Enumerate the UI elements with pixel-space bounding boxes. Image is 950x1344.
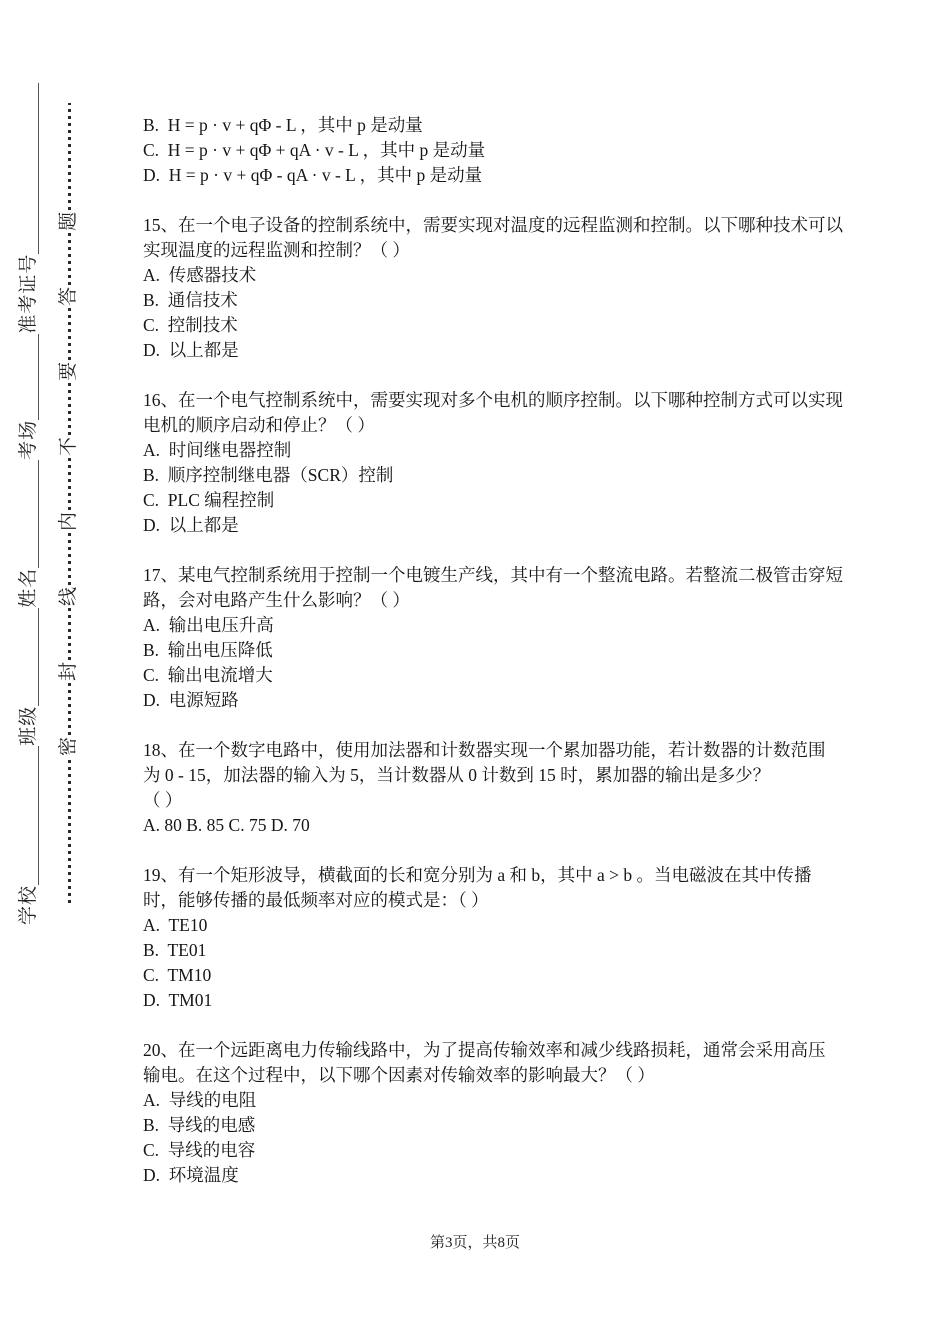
option-line-b: B. 顺序控制继电器（SCR）控制 <box>143 465 394 485</box>
seal-dotted-line <box>56 103 82 903</box>
question-text-line: 17、某电气控制系统用于控制一个电镀生产线，其中有一个整流电路。若整流二极管击穿短 <box>143 565 843 585</box>
option-line-d: D. H = p · v + qΦ - qA · v - L ，其中 p 是动量 <box>143 165 483 185</box>
question-text-line: 15、在一个电子设备的控制系统中，需要实现对温度的远程监测和控制。以下哪种技术可以 <box>143 215 843 235</box>
question-15 <box>143 213 843 363</box>
option-line-a: A. 输出电压升高 <box>143 615 274 635</box>
seal-char: 答 <box>58 286 79 306</box>
exam-room-blank-line <box>16 334 39 420</box>
question-text-line: 20、在一个远距离电力传输线路中，为了提高传输效率和减少线路损耗，通常会采用高压 <box>143 1040 826 1060</box>
seal-dots-segment <box>68 533 71 585</box>
question-20 <box>143 1038 843 1188</box>
class-blank-line <box>16 608 39 706</box>
seal-dots-segment <box>68 608 71 660</box>
seal-char: 线 <box>58 586 79 606</box>
seal-dots-segment <box>68 233 71 285</box>
option-line-b: B. TE01 <box>143 940 207 960</box>
exam-page-content <box>143 113 843 1188</box>
option-line-d: D. 电源短路 <box>143 690 239 710</box>
question-16 <box>143 388 843 538</box>
question-text-line: 为 0 - 15，加法器的输入为 5，当计数器从 0 计数到 15 时，累加器的输出是多少？ <box>143 765 771 785</box>
exam-room-label: 考场 <box>18 419 39 460</box>
question-14-options <box>143 113 843 188</box>
seal-char: 内 <box>58 511 79 531</box>
option-line-c: C. PLC 编程控制 <box>143 490 275 510</box>
question-text-line: 电机的顺序启动和停止？（ ） <box>143 415 375 435</box>
question-17 <box>143 563 843 713</box>
option-line-d: D. 以上都是 <box>143 340 239 360</box>
option-line-a: A. 时间继电器控制 <box>143 440 292 460</box>
option-line-c: C. 输出电流增大 <box>143 665 273 685</box>
seal-char: 密 <box>58 736 79 756</box>
question-text-line: 实现温度的远程监测和控制？（ ） <box>143 240 410 260</box>
option-line-c: C. TM10 <box>143 965 212 985</box>
question-text-line: 19、有一个矩形波导，横截面的长和宽分别为 a 和 b，其中 a > b 。当电磁波在其中传播 <box>143 865 812 885</box>
question-text-line: 时，能够传播的最低频率对应的模式是：（ ） <box>143 890 489 910</box>
name-blank-line <box>16 460 39 568</box>
school-blank-line <box>16 746 39 885</box>
school-label: 学校 <box>18 884 39 925</box>
option-line-b: B. H = p · v + qΦ - L ，其中 p 是动量 <box>143 115 423 135</box>
seal-char: 封 <box>58 661 79 681</box>
admission-ticket-label: 准考证号 <box>18 253 39 334</box>
question-text-line: 18、在一个数字电路中，使用加法器和计数器实现一个累加器功能，若计数器的计数范围 <box>143 740 826 760</box>
question-text-line: 输电。在这个过程中，以下哪个因素对传输效率的影响最大？（ ） <box>143 1065 655 1085</box>
question-text-line: 路，会对电路产生什么影响？（ ） <box>143 590 410 610</box>
admission-ticket-blank-line <box>16 83 39 254</box>
seal-dots-segment <box>68 383 71 435</box>
option-line-c: C. 导线的电容 <box>143 1140 256 1160</box>
seal-char: 要 <box>58 361 79 381</box>
option-line-a: A. TE10 <box>143 915 208 935</box>
option-line-d: D. 以上都是 <box>143 515 239 535</box>
option-line-b: B. 导线的电感 <box>143 1115 256 1135</box>
option-line-c: C. 控制技术 <box>143 315 238 335</box>
class-label: 班级 <box>18 705 39 746</box>
seal-dots-segment <box>68 758 71 903</box>
option-line-a: A. 传感器技术 <box>143 265 257 285</box>
seal-dots-segment <box>68 103 71 210</box>
name-label: 姓名 <box>18 567 39 608</box>
seal-margin-fields <box>16 83 44 925</box>
question-text-line: 16、在一个电气控制系统中，需要实现对多个电机的顺序控制。以下哪种控制方式可以实现 <box>143 390 843 410</box>
page-number-indicator: 第3页，共8页 <box>429 1235 520 1251</box>
seal-char: 题 <box>58 211 79 231</box>
options-inline-row: A. 80 B. 85 C. 75 D. 70 <box>143 815 310 835</box>
seal-dots-segment <box>68 458 71 510</box>
question-18 <box>143 738 843 838</box>
option-line-b: B. 通信技术 <box>143 290 238 310</box>
question-19 <box>143 863 843 1013</box>
option-line-b: B. 输出电压降低 <box>143 640 273 660</box>
option-line-c: C. H = p · v + qΦ + qA · v - L ，其中 p 是动量 <box>143 140 486 160</box>
option-line-a: A. 导线的电阻 <box>143 1090 257 1110</box>
option-line-d: D. 环境温度 <box>143 1165 239 1185</box>
seal-dots-segment <box>68 683 71 735</box>
option-line-d: D. TM01 <box>143 990 213 1010</box>
seal-char: 不 <box>58 436 79 456</box>
question-text-line: （ ） <box>143 790 183 810</box>
seal-dots-segment <box>68 308 71 360</box>
